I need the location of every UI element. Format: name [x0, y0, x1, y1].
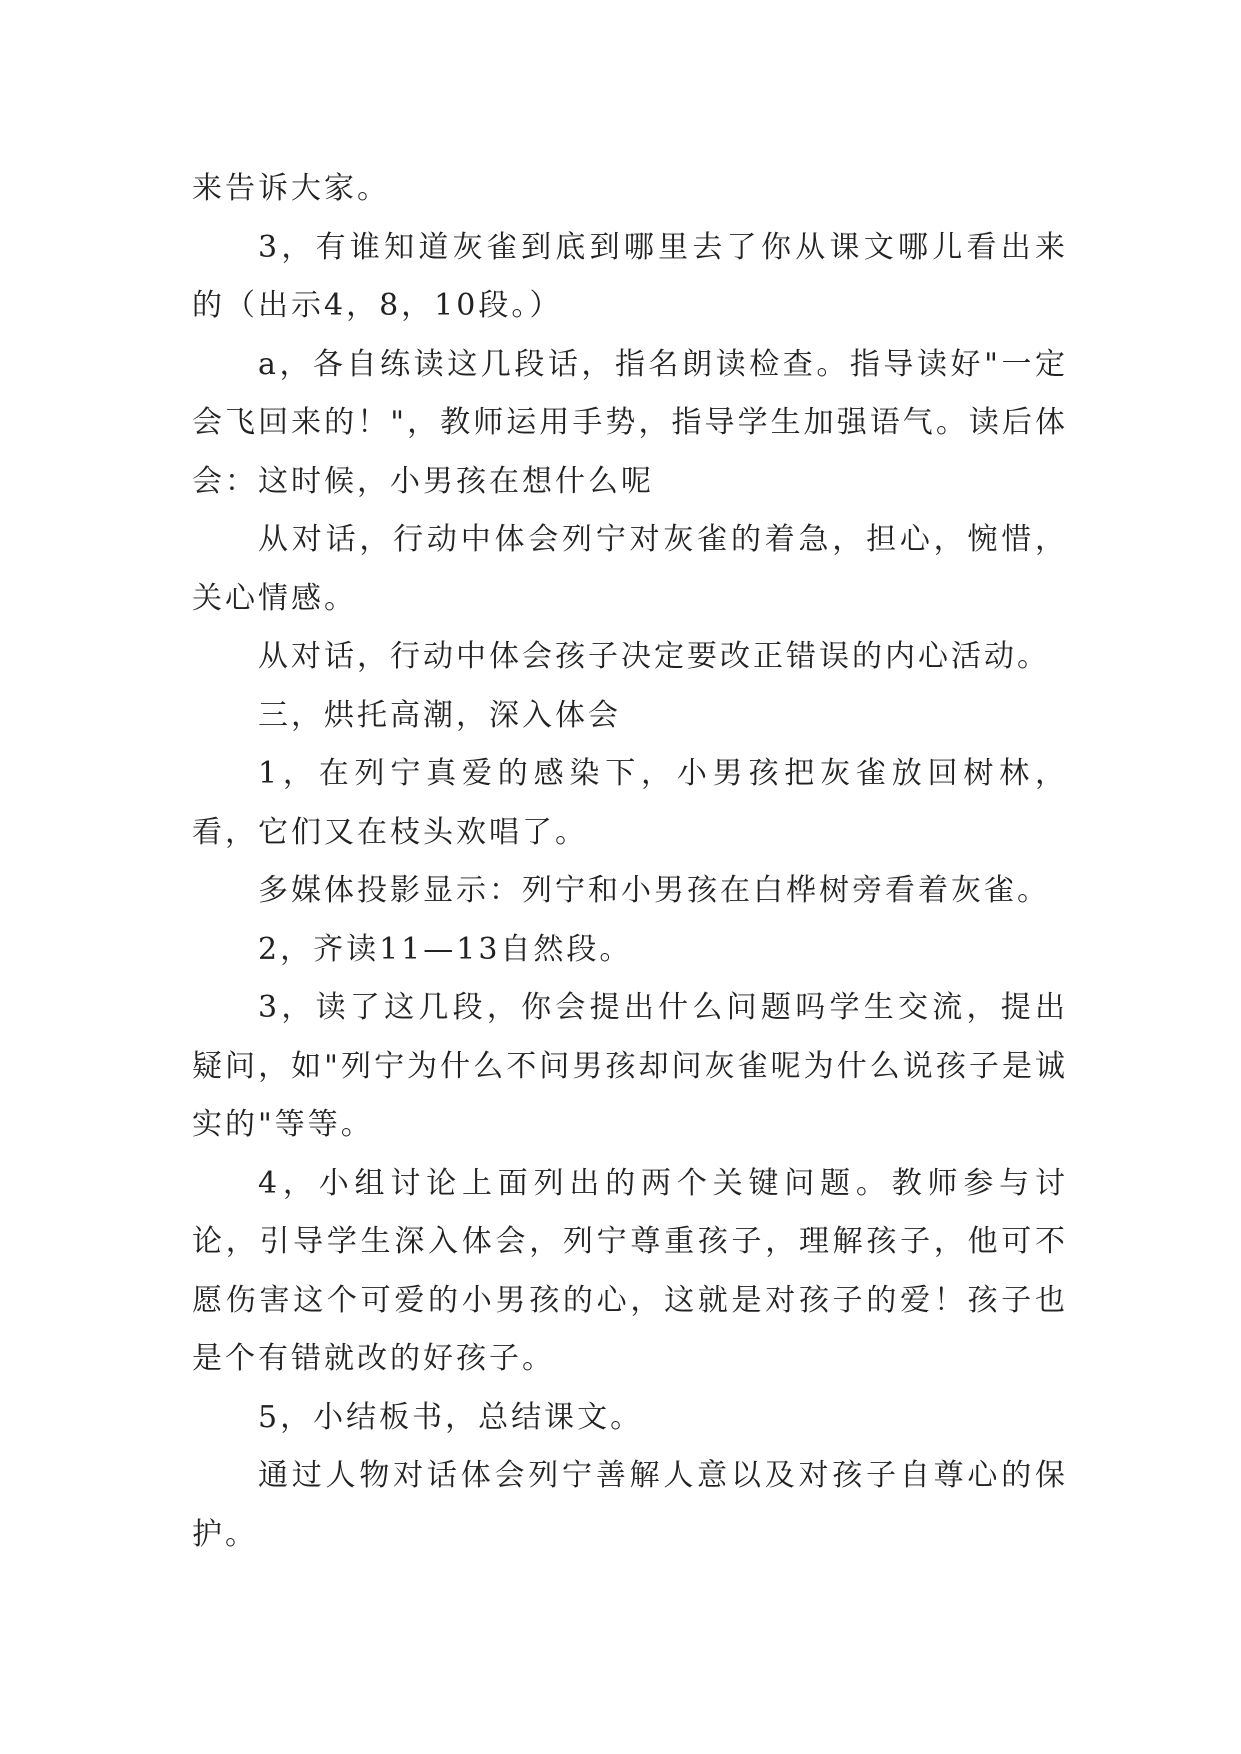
- paragraph-practice-reading: a，各自练读这几段话，指名朗读检查。指导读好"一定会飞回来的！"，教师运用手势，指导学生加强语气。读后体会：这时候，小男孩在想什么呢: [192, 346, 1068, 499]
- paragraph-step-5: 5，小结板书，总结课文。: [258, 1399, 644, 1435]
- paragraph-step-4: 4，小组讨论上面列出的两个关键问题。教师参与讨论，引导学生深入体会，列宁尊重孩子，理解孩子，他可不愿伤害这个可爱的小男孩的心，这就是对孩子的爱！孩子也是个有错就改的好孩子。: [192, 1165, 1068, 1376]
- document-body: [192, 160, 1068, 1564]
- paragraph-question-3: 3，有谁知道灰雀到底到哪里去了你从课文哪儿看出来的（出示4，8，10段。）: [192, 229, 1068, 323]
- paragraph-lenin-feelings: 从对话，行动中体会列宁对灰雀的着急，担心，惋惜，关心情感。: [192, 522, 1068, 616]
- paragraph-summary: 通过人物对话体会列宁善解人意以及对孩子自尊心的保护。: [192, 1458, 1068, 1552]
- paragraph-step-1: 1，在列宁真爱的感染下，小男孩把灰雀放回树林，看，它们又在枝头欢唱了。: [192, 756, 1068, 850]
- paragraph-boy-feelings: 从对话，行动中体会孩子决定要改正错误的内心活动。: [258, 639, 1050, 674]
- paragraph-multimedia: 多媒体投影显示：列宁和小男孩在白桦树旁看着灰雀。: [258, 873, 1050, 908]
- paragraph-step-2: 2，齐读11—13自然段。: [258, 931, 633, 967]
- section-heading-3: 三，烘托高潮，深入体会: [258, 697, 621, 733]
- paragraph-continuation: 来告诉大家。: [192, 171, 390, 206]
- paragraph-step-3: 3，读了这几段，你会提出什么问题吗学生交流，提出疑问，如"列宁为什么不问男孩却问灰雀呢为什么说孩子是诚实的"等等。: [192, 990, 1068, 1142]
